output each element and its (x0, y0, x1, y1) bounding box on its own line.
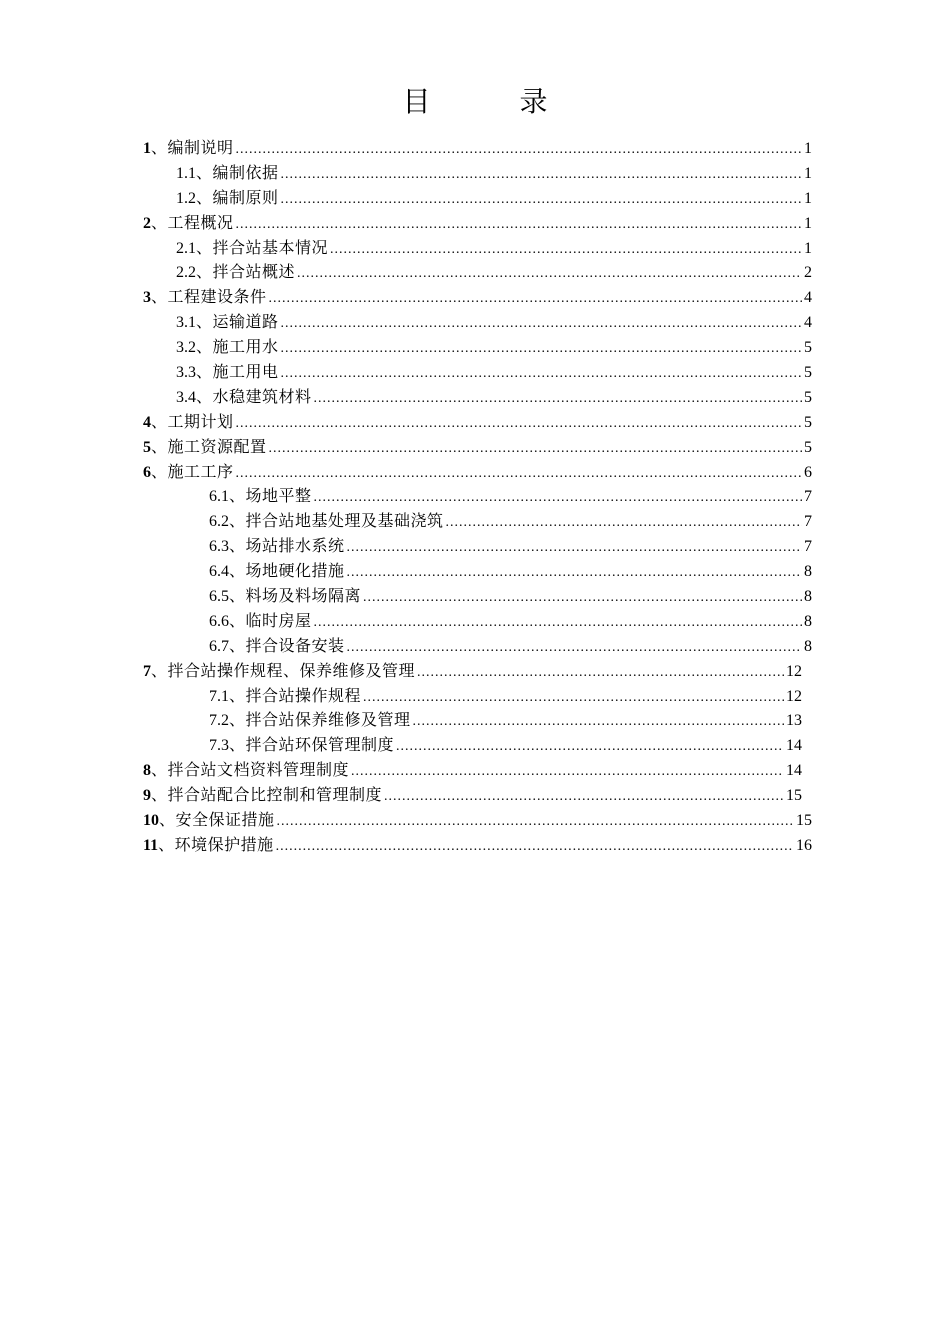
toc-entry-title: 、工程概况 (151, 212, 234, 232)
toc-entry[interactable] (209, 609, 812, 634)
toc-page-number: 15 (796, 812, 812, 830)
toc-page-number: 1 (804, 214, 812, 232)
toc-page-number: 4 (804, 314, 812, 332)
toc-entry-number: 7 (143, 662, 151, 680)
toc-entry-title: 、场站排水系统 (229, 536, 345, 556)
toc-page-number: 5 (804, 438, 812, 456)
toc-entry-number: 6.1 (209, 488, 229, 506)
toc-dot-leader (281, 312, 802, 337)
toc-entry[interactable] (143, 659, 802, 684)
toc-entry[interactable] (209, 684, 802, 709)
toc-entry-number: 2.1 (176, 239, 196, 257)
toc-entry[interactable] (143, 808, 812, 833)
toc-entry[interactable] (209, 634, 812, 659)
toc-page-number: 1 (804, 189, 812, 207)
toc-dot-leader (446, 511, 802, 536)
toc-dot-leader (347, 536, 802, 561)
toc-dot-leader (417, 661, 784, 686)
toc-entry[interactable] (209, 534, 812, 559)
toc-page-number: 7 (804, 538, 812, 556)
toc-dot-leader (281, 337, 802, 362)
toc-entry[interactable] (209, 509, 812, 534)
toc-entry-number: 6.6 (209, 612, 229, 630)
toc-entry-number: 3.2 (176, 339, 196, 357)
toc-entry[interactable] (176, 236, 812, 261)
toc-entry-title: 、拌合站文档资料管理制度 (151, 760, 350, 780)
toc-page-number: 8 (804, 612, 812, 630)
toc-entry-number: 7.3 (209, 737, 229, 755)
toc-page-number: 15 (786, 787, 802, 805)
toc-entry[interactable] (176, 335, 812, 360)
toc-page-number: 13 (786, 712, 802, 730)
toc-entry[interactable] (143, 460, 812, 485)
toc-dot-leader (281, 163, 802, 188)
toc-dot-leader (330, 238, 802, 263)
toc-page-number: 1 (804, 164, 812, 182)
toc-entry-number: 1.1 (176, 164, 196, 182)
toc-page-number: 5 (804, 364, 812, 382)
toc-entry-title: 、施工用电 (196, 362, 279, 382)
toc-page-number: 8 (804, 563, 812, 581)
toc-page-number: 12 (786, 687, 802, 705)
toc-entry-number: 2.2 (176, 264, 196, 282)
toc-dot-leader (236, 462, 802, 487)
toc-entry-title: 、拌合站操作规程 (229, 685, 362, 705)
toc-dot-leader (363, 686, 784, 711)
toc-entry-title: 、工期计划 (151, 411, 234, 431)
toc-entry[interactable] (209, 484, 812, 509)
toc-entry[interactable] (143, 410, 812, 435)
toc-dot-leader (236, 412, 802, 437)
toc-entry[interactable] (176, 186, 812, 211)
toc-dot-leader (297, 262, 802, 287)
toc-entry-number: 2 (143, 214, 151, 232)
toc-dot-leader (351, 760, 784, 785)
toc-entry-title: 、拌合站配合比控制和管理制度 (151, 785, 383, 805)
toc-dot-leader (269, 287, 802, 312)
toc-entry-number: 6.2 (209, 513, 229, 531)
toc-dot-leader (413, 710, 784, 735)
toc-list (0, 136, 950, 858)
toc-entry-title: 、安全保证措施 (159, 810, 275, 830)
toc-entry-number: 8 (143, 762, 151, 780)
toc-entry[interactable] (209, 708, 802, 733)
toc-dot-leader (396, 735, 784, 760)
toc-entry-title: 、编制原则 (196, 187, 279, 207)
toc-entry[interactable] (143, 285, 812, 310)
toc-entry-title: 、临时房屋 (229, 610, 312, 630)
toc-dot-leader (236, 138, 802, 163)
toc-entry-title: 、编制说明 (151, 138, 234, 157)
toc-page-number: 1 (804, 239, 812, 257)
toc-entry-title: 、拌合站保养维修及管理 (229, 710, 411, 730)
toc-entry-number: 3.1 (176, 314, 196, 332)
toc-entry-number: 6 (143, 463, 151, 481)
toc-page-number: 5 (804, 339, 812, 357)
toc-dot-leader (276, 835, 794, 860)
toc-dot-leader (277, 810, 794, 835)
toc-entry-title: 、拌合站地基处理及基础浇筑 (229, 511, 444, 531)
toc-title: 目 录 (402, 85, 588, 118)
toc-entry[interactable] (143, 435, 812, 460)
toc-dot-leader (269, 437, 802, 462)
toc-entry-number: 3.4 (176, 388, 196, 406)
toc-page-number: 14 (786, 762, 802, 780)
toc-page-number: 1 (804, 140, 812, 157)
toc-entry-number: 1.2 (176, 189, 196, 207)
toc-entry-title: 、施工工序 (151, 461, 234, 481)
toc-dot-leader (314, 486, 802, 511)
toc-entry-title: 、水稳建筑材料 (196, 386, 312, 406)
toc-page-number: 8 (804, 637, 812, 655)
toc-entry[interactable] (143, 783, 802, 808)
toc-entry[interactable] (143, 136, 812, 161)
toc-entry[interactable] (143, 211, 812, 236)
toc-entry-number: 6.3 (209, 538, 229, 556)
toc-entry-number: 6.4 (209, 563, 229, 581)
toc-dot-leader (347, 636, 802, 661)
toc-entry[interactable] (209, 559, 812, 584)
toc-entry[interactable] (209, 584, 812, 609)
toc-entry[interactable] (176, 310, 812, 335)
toc-entry[interactable] (176, 360, 812, 385)
toc-page-number: 4 (804, 289, 812, 307)
toc-dot-leader (384, 785, 784, 810)
toc-entry-title: 、环境保护措施 (158, 834, 274, 854)
toc-entry-number: 4 (143, 413, 151, 431)
toc-entry[interactable] (176, 385, 812, 410)
toc-entry-title: 、料场及料场隔离 (229, 586, 362, 606)
toc-dot-leader (314, 611, 802, 636)
toc-entry[interactable] (143, 758, 802, 783)
toc-entry-title: 、拌合设备安装 (229, 635, 345, 655)
toc-dot-leader (281, 362, 802, 387)
toc-entry-number: 10 (143, 812, 159, 830)
toc-dot-leader (236, 213, 802, 238)
toc-page-number: 8 (804, 588, 812, 606)
toc-entry-title: 、拌合站基本情况 (196, 237, 329, 257)
toc-page-number: 6 (804, 463, 812, 481)
toc-entry-number: 7.2 (209, 712, 229, 730)
toc-entry-title: 、拌合站概述 (196, 262, 296, 282)
toc-page-number: 5 (804, 413, 812, 431)
toc-entry[interactable] (176, 260, 812, 285)
toc-dot-leader (347, 561, 802, 586)
toc-dot-leader (314, 387, 802, 412)
toc-entry-title: 、场地硬化措施 (229, 561, 345, 581)
toc-entry-number: 7.1 (209, 687, 229, 705)
toc-entry-title: 、施工资源配置 (151, 436, 267, 456)
toc-page-number: 12 (786, 662, 802, 680)
toc-entry-number: 6.5 (209, 588, 229, 606)
toc-entry-number: 3 (143, 289, 151, 307)
toc-page-number: 5 (804, 388, 812, 406)
toc-entry-number: 11 (143, 836, 159, 854)
toc-entry-title: 、拌合站操作规程、保养维修及管理 (151, 660, 416, 680)
toc-entry-title: 、施工用水 (196, 337, 279, 357)
toc-entry-title: 、编制依据 (196, 162, 279, 182)
toc-page-number: 14 (786, 737, 802, 755)
toc-page-number: 2 (804, 264, 812, 282)
toc-entry[interactable] (143, 833, 812, 858)
toc-dot-leader (363, 586, 802, 611)
toc-dot-leader (281, 188, 802, 213)
toc-entry-number: 6.7 (209, 637, 229, 655)
toc-entry[interactable] (209, 733, 802, 758)
toc-page-number: 16 (796, 836, 812, 854)
toc-entry[interactable] (176, 161, 812, 186)
toc-entry-number: 1 (143, 140, 151, 157)
toc-entry-number: 9 (143, 787, 151, 805)
toc-entry-title: 、拌合站环保管理制度 (229, 735, 395, 755)
toc-page-number: 7 (804, 513, 812, 531)
toc-entry-title: 、工程建设条件 (151, 287, 267, 307)
toc-entry-title: 、运输道路 (196, 312, 279, 332)
toc-page-number: 7 (804, 488, 812, 506)
toc-entry-number: 3.3 (176, 364, 196, 382)
toc-entry-title: 、场地平整 (229, 486, 312, 506)
toc-entry-number: 5 (143, 438, 151, 456)
